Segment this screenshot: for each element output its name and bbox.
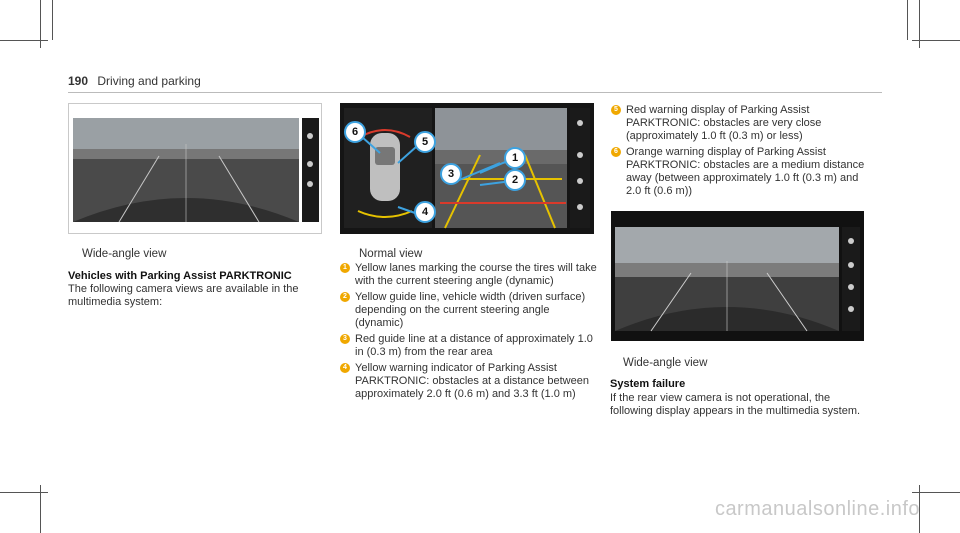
number-badge: 1 — [340, 263, 350, 273]
number-badge: 6 — [611, 147, 621, 157]
number-badge: 5 — [611, 105, 621, 115]
list-item: 4 Yellow warning indicator of Parking Assist PARKTRONIC: obstacles at a distance between approximately 2.0 ft (0.6 m) and 3.3 ft (1.0 m) — [341, 362, 599, 401]
crop-mark — [52, 0, 53, 40]
number-badge: 4 — [340, 363, 350, 373]
header-rule — [68, 92, 882, 93]
list-item: 2 Yellow guide line, vehicle width (driven surface) depending on the current steering angle (dynamic) — [341, 291, 599, 330]
figure-normal-view — [340, 103, 594, 234]
figure-caption: Wide-angle view — [623, 357, 708, 369]
callout-3: 3 — [440, 163, 462, 185]
figure-wide-angle-view — [611, 211, 864, 341]
figure-wide-angle-view — [68, 103, 322, 234]
section-heading: Vehicles with Parking Assist PARKTRONIC — [68, 270, 292, 282]
section-title: Driving and parking — [97, 74, 201, 88]
crop-mark — [912, 40, 960, 41]
figure-caption: Normal view — [359, 248, 423, 260]
crop-mark — [907, 0, 908, 40]
section-body: If the rear view camera is not operational, the following display appears in the multimedia system. — [610, 392, 861, 417]
callout-4: 4 — [414, 201, 436, 223]
callout-list-left — [341, 262, 599, 404]
crop-mark — [0, 40, 48, 41]
callout-1: 1 — [504, 147, 526, 169]
normal-view-camera-image — [340, 103, 594, 234]
section-heading: System failure — [610, 378, 686, 390]
wide-angle-camera-image — [611, 211, 864, 341]
list-item: 5 Red warning display of Parking Assist PARKTRONIC: obstacles are very close (approximately 1.0 ft (0.3 m) or less) — [612, 104, 867, 143]
callout-2: 2 — [504, 169, 526, 191]
wide-angle-camera-image — [69, 104, 322, 234]
callout-5: 5 — [414, 131, 436, 153]
figure-caption: Wide-angle view — [82, 248, 167, 260]
watermark: carmanualsonline.info — [714, 498, 920, 520]
section-intro: The following camera views are available in the multimedia system: — [68, 283, 299, 308]
crop-mark — [912, 492, 960, 493]
callout-list-right — [612, 104, 867, 201]
number-badge: 3 — [340, 334, 350, 344]
page-header — [68, 74, 201, 88]
number-badge: 2 — [340, 292, 350, 302]
callout-6: 6 — [344, 121, 366, 143]
list-item: 1 Yellow lanes marking the course the tires will take with the current steering angle (dynamic) — [341, 262, 599, 288]
list-item: 6 Orange warning display of Parking Assist PARKTRONIC: obstacles are a medium distance away (between approximately 1.0 ft (0.3 m) and 2.0 ft (0.6 m)) — [612, 146, 867, 198]
crop-mark — [0, 492, 48, 493]
page-number: 190 — [68, 74, 89, 88]
list-item: 3 Red guide line at a distance of approximately 1.0 in (0.3 m) from the rear area — [341, 333, 599, 359]
